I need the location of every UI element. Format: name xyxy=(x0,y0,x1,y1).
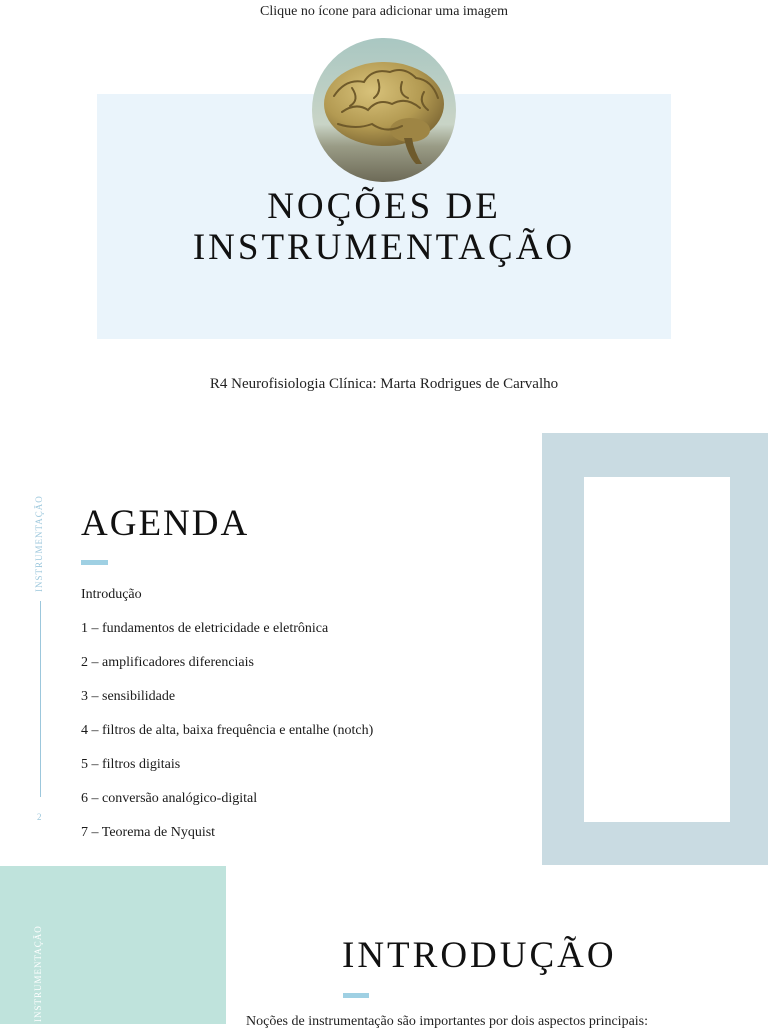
agenda-item: 2 – amplificadores diferenciais xyxy=(81,655,254,670)
side-section-label: INSTRUMENTAÇÃO xyxy=(33,925,43,1022)
agenda-item: 7 – Teorema de Nyquist xyxy=(81,825,216,840)
side-section-label: INSTRUMENTAÇÃO xyxy=(34,495,44,592)
decorative-bracket-inner xyxy=(584,477,730,822)
page-number: 2 xyxy=(37,812,42,822)
title-line-2: INSTRUMENTAÇÃO xyxy=(192,227,576,268)
title-line-1: NOÇÕES DE xyxy=(267,186,501,227)
agenda-item: 3 – sensibilidade xyxy=(81,689,176,704)
add-image-hint[interactable]: Clique no ícone para adicionar uma imagem xyxy=(259,4,509,19)
agenda-item: 6 – conversão analógico-digital xyxy=(81,791,258,806)
agenda-item: 1 – fundamentos de eletricidade e eletrônica xyxy=(81,621,329,636)
side-divider-line xyxy=(40,601,41,797)
main-title xyxy=(97,186,671,268)
brain-image-icon[interactable] xyxy=(312,38,456,182)
intro-body-text: Noções de instrumentação são importantes por dois aspectos principais: xyxy=(246,1014,649,1029)
title-accent-bar xyxy=(81,560,108,565)
title-accent-bar xyxy=(343,993,369,998)
agenda-item: 5 – filtros digitais xyxy=(81,757,181,772)
agenda-list xyxy=(81,578,373,850)
agenda-item: Introdução xyxy=(81,587,142,602)
agenda-title: AGENDA xyxy=(81,503,250,544)
subtitle-author: R4 Neurofisiologia Clínica: Marta Rodrigues de Carvalho xyxy=(209,376,559,392)
agenda-item: 4 – filtros de alta, baixa frequência e entalhe (notch) xyxy=(81,723,374,738)
intro-title: INTRODUÇÃO xyxy=(342,935,617,976)
